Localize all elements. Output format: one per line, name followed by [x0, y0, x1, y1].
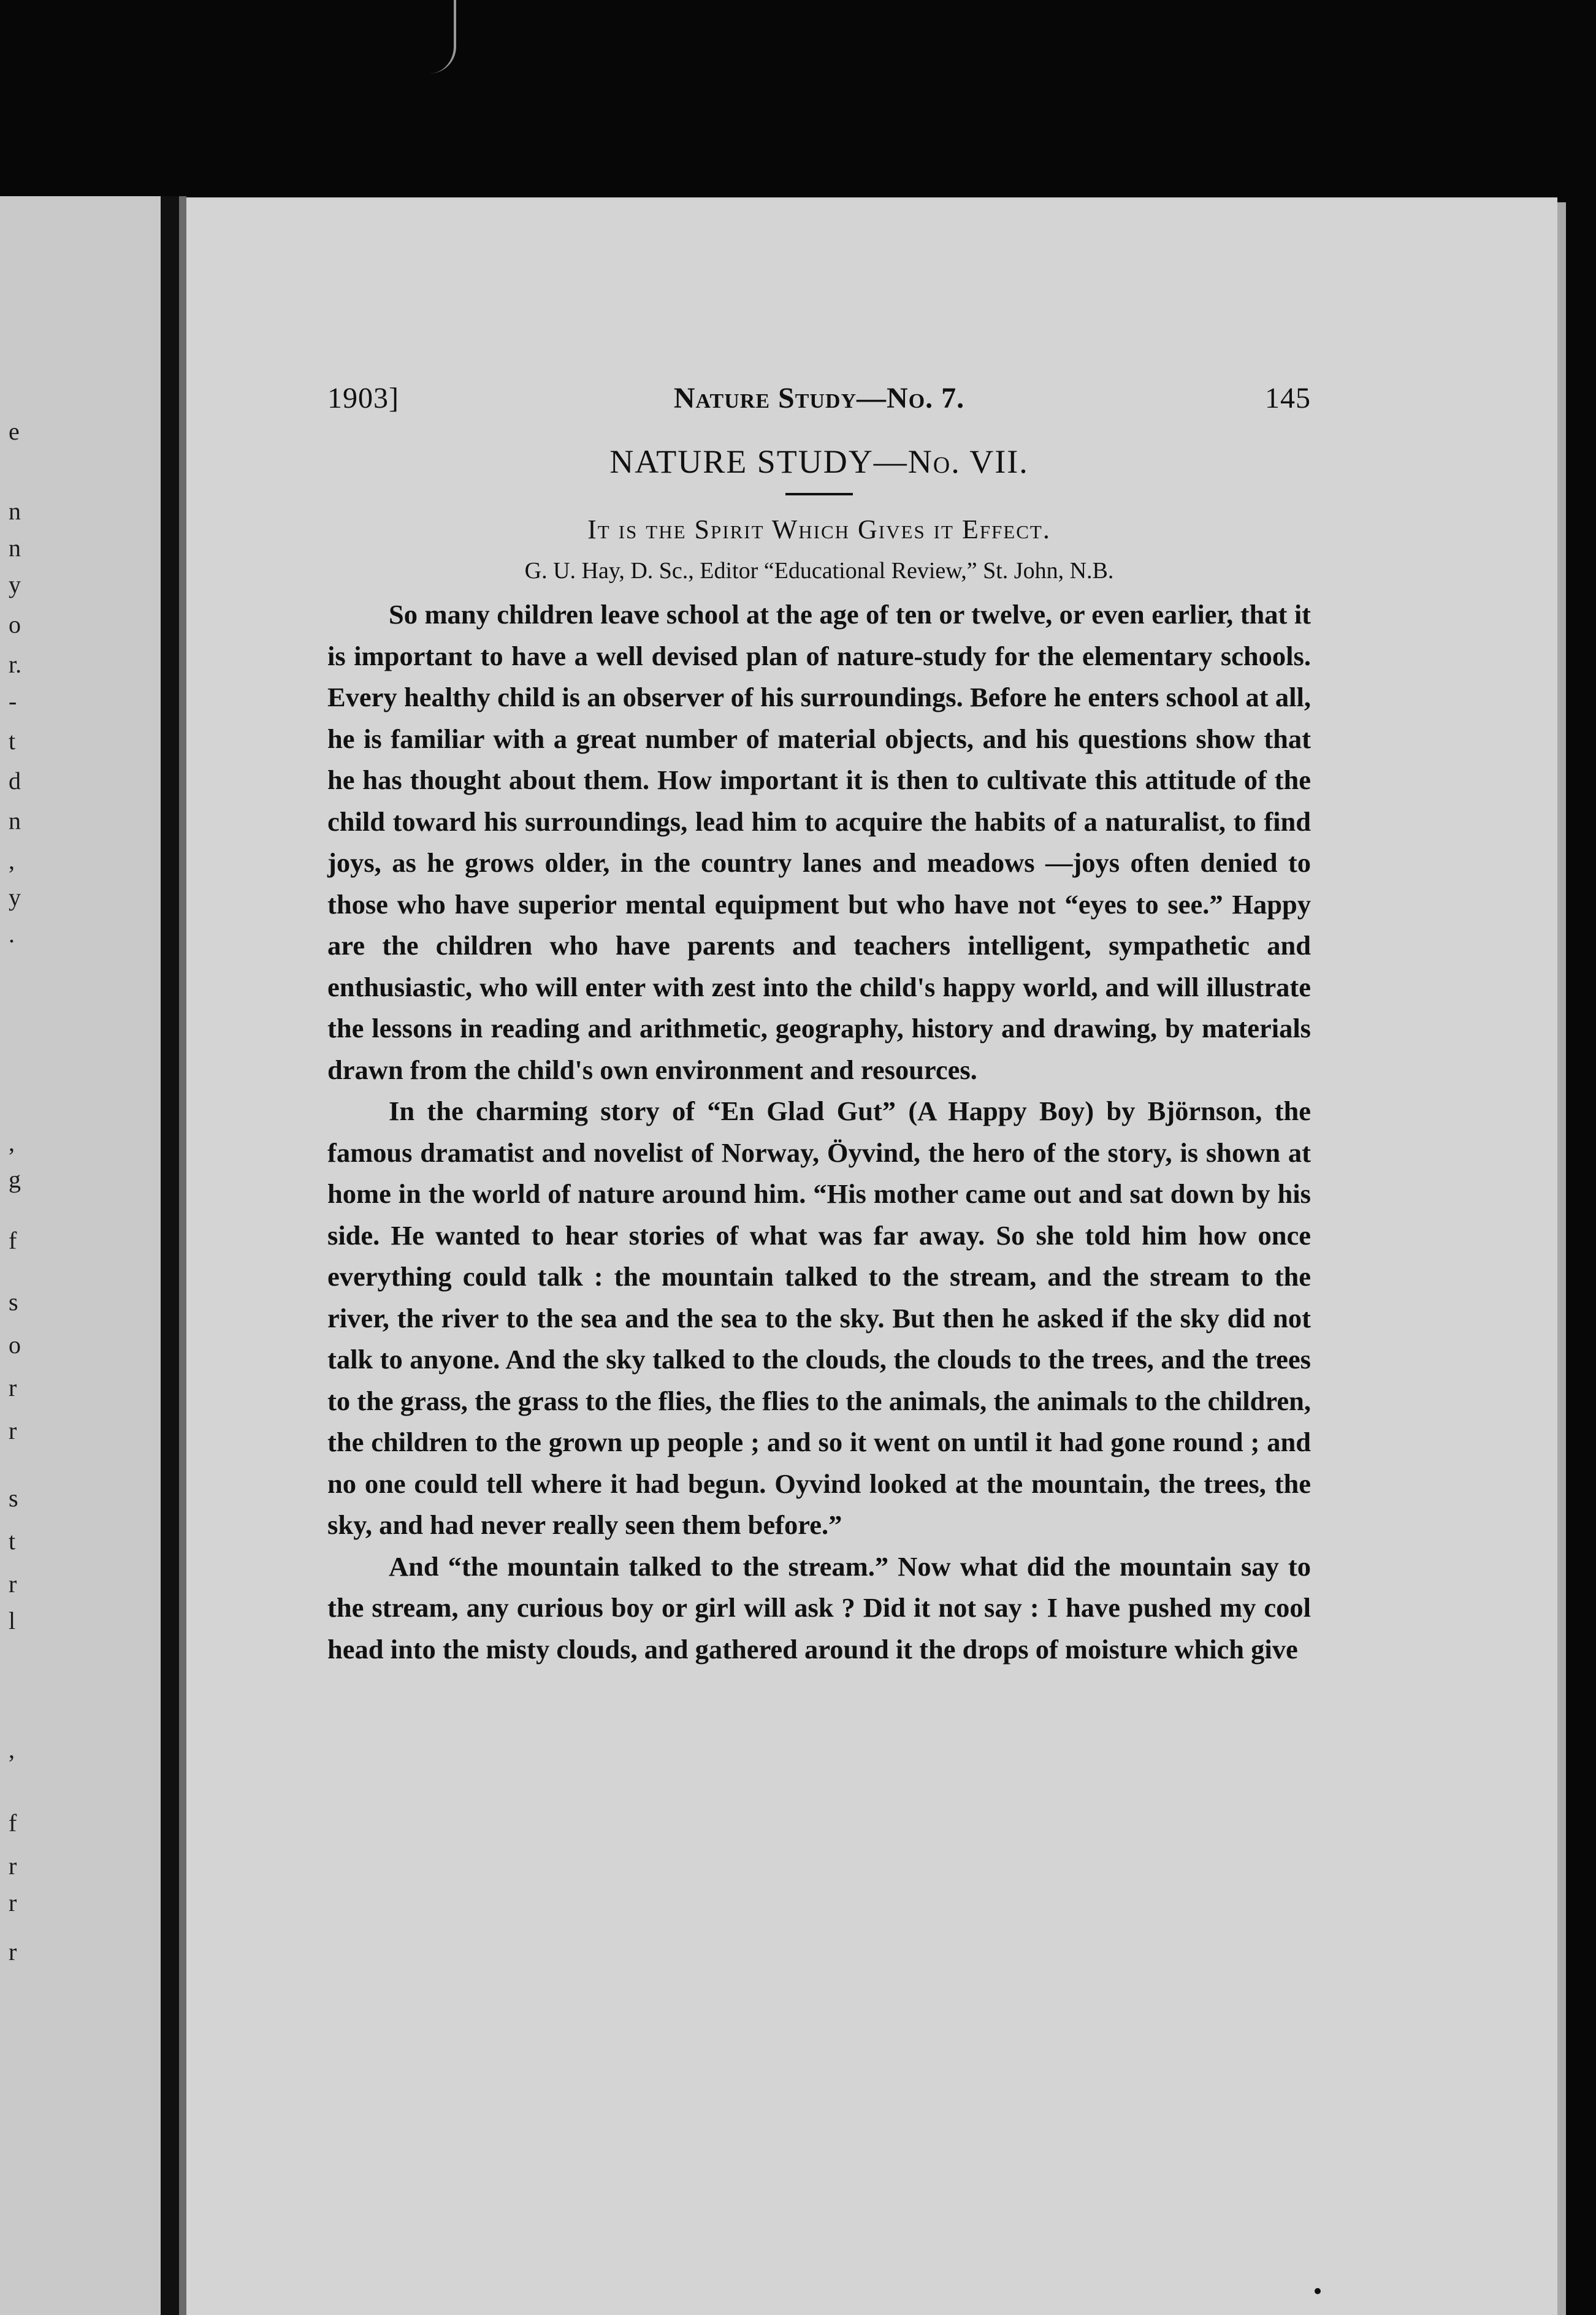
left-page-fragment: t [9, 727, 16, 755]
left-page-fragment: - [9, 687, 17, 715]
left-page-fragment: , [9, 1736, 15, 1763]
article-byline: G. U. Hay, D. Sc., Editor “Educational Review,” St. John, N.B. [524, 558, 1114, 584]
article-subtitle: It is the Spirit Which Gives it Effect. [587, 514, 1051, 544]
left-page-fragment: t [9, 1527, 16, 1555]
left-page-fragment: r [9, 1852, 17, 1880]
left-page-fragment: y [9, 883, 21, 911]
left-page-fragment: . [9, 920, 15, 948]
running-head-title: Nature Study—No. 7. [673, 382, 965, 414]
page-number: 145 [1265, 382, 1311, 414]
left-page-fragment: f [9, 1809, 17, 1837]
left-page-fragment: f [9, 1227, 17, 1254]
left-page-fragment: o [9, 1331, 21, 1359]
left-page-fragment: s [9, 1288, 18, 1316]
left-page-fragment: d [9, 767, 21, 795]
page-curl-mark [429, 0, 456, 74]
left-page-fragment: r [9, 1374, 17, 1402]
spine-edge [179, 196, 186, 2315]
left-page-fragment: l [9, 1607, 16, 1634]
left-page-fragment: r. [9, 650, 22, 678]
left-page-fragment: e [9, 418, 20, 445]
left-page-fragment: s [9, 1484, 18, 1512]
left-page-fragment: r [9, 1889, 17, 1916]
left-page-fragment: n [9, 534, 21, 562]
paragraph: And “the mountain talked to the stream.” Now what did the mountain say to the stream, any curious boy or girl will ask ? Did it not say : I have pushed my cool head into the misty clouds, and gathered around it the drops of moisture which give [327, 1550, 1311, 1665]
left-page-fragment: n [9, 497, 21, 525]
ink-dot [1315, 2288, 1321, 2294]
left-page-fragment: r [9, 1938, 17, 1966]
left-page-fragment: r [9, 1570, 17, 1598]
page-content [327, 381, 1311, 1670]
left-page-fragment: o [9, 611, 21, 638]
paragraph: In the charming story of “En Glad Gut” (A Happy Boy) by Björnson, the famous dramatist and novelist of Norway, Öyvind, the hero of the story, is shown at home in the world of nature around him. “His mother came out and sat down by his side. He wanted to hear stories of what was far away. So she told him how once everything could talk : the mountain talked to the stream, and the stream to the river, the river to the sea and the sea to the sky. But then he asked if the sky did not talk to anyone. And the sky talked to the clouds, the clouds to the trees, and the trees to the grass, the grass to the flies, the flies to the animals, the animals to the children, the children to the grown up people ; and so it went on until it had gone round ; and no one could tell where it had begun. Oyvind looked at the mountain, the trees, the sky, and had never really seen them before.” [327, 1096, 1311, 1540]
running-head [327, 381, 1311, 430]
left-page-fragment: r [9, 1417, 17, 1444]
left-page-fragment: , [9, 1129, 15, 1156]
running-head-year: 1903] [327, 382, 399, 414]
article-title: NATURE STUDY—No. VII. [609, 443, 1029, 480]
right-page [186, 197, 1557, 2315]
title-rule [785, 493, 853, 495]
left-page-fragment: n [9, 807, 21, 834]
page-edge [1557, 202, 1566, 2315]
left-page-fragment: , [9, 847, 15, 874]
book-spine [161, 196, 179, 2315]
left-page-margin [0, 196, 161, 2315]
paragraph: So many children leave school at the age of ten or twelve, or even earlier, that it is important to have a well devised plan of nature-study for the elementary schools. Every healthy child is an observer of his surroundings. Before he enters school at all, he is familiar with a great number of material objects, and his questions show that he has thought about them. How important it is then to cultivate this attitude of the child toward his surroundings, lead him to acquire the habits of a naturalist, to find joys, as he grows older, in the country lanes and meadows —joys often denied to those who have superior mental equipment but who have not “eyes to see.” Happy are the children who have parents and teachers intelligent, sympathetic and enthusiastic, who will enter with zest into the child's happy world, and will illustrate the lessons in reading and arithmetic, geography, history and drawing, by materials drawn from the child's own environment and resources. [327, 599, 1311, 1085]
left-page-fragment: g [9, 1165, 21, 1193]
left-page-fragment: y [9, 571, 21, 598]
